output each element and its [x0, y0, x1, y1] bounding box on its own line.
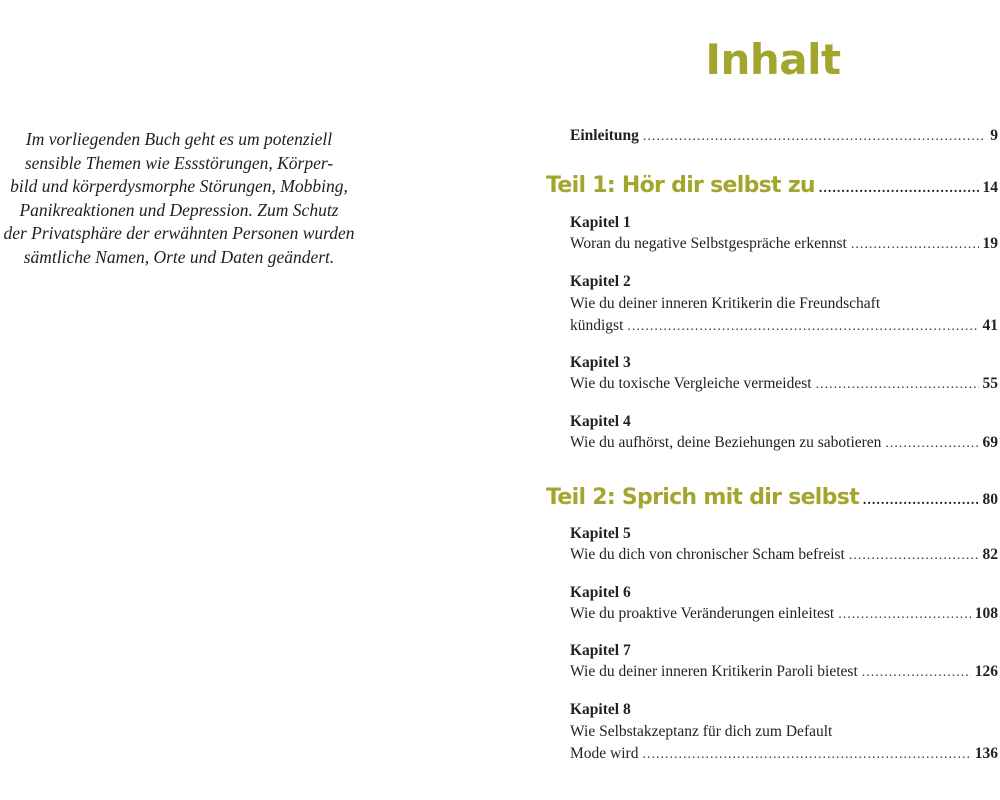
page-number: 69 — [982, 434, 998, 451]
dot-leader — [643, 129, 986, 145]
disclaimer-line: Panikreaktionen und Depression. Zum Schutz — [19, 199, 339, 220]
left-page — [0, 0, 480, 800]
chapter-title: Wie du proaktive Veränderungen einleitest — [570, 605, 835, 622]
dot-leader — [642, 747, 970, 763]
page-number: 55 — [982, 375, 998, 392]
toc-entry-chapter-8[interactable] — [570, 745, 998, 763]
chapter-title: Wie du aufhörst, deine Beziehungen zu sabotieren — [570, 434, 882, 451]
page-number: 136 — [974, 745, 998, 762]
page-number: 9 — [990, 127, 998, 144]
dot-leader — [851, 237, 979, 253]
entry-label: Einleitung — [570, 127, 639, 144]
chapter-title: Wie du dich von chronischer Scham befreist — [570, 546, 845, 563]
chapter-label: Kapitel 1 — [570, 214, 631, 231]
toc-entry-chapter-6[interactable] — [570, 605, 998, 623]
disclaimer-line: bild und körperdysmorphe Störungen, Mobbing, — [10, 176, 348, 196]
toc-entry-chapter-2[interactable] — [570, 317, 998, 335]
chapter-title: Wie Selbstakzeptanz für dich zum Default — [570, 723, 833, 740]
page-number: 108 — [974, 605, 998, 622]
dot-leader — [816, 377, 979, 393]
part-title: Teil 1: Hör dir selbst zu — [546, 173, 815, 198]
page-number: 14 — [982, 179, 998, 196]
page-number: 41 — [982, 317, 998, 334]
disclaimer-line: sensible Themen wie Essstörungen, Körper- — [24, 152, 334, 173]
dot-leader — [849, 548, 979, 564]
chapter-title: Wie du toxische Vergleiche vermeidest — [570, 375, 812, 392]
chapter-label: Kapitel 2 — [570, 273, 631, 290]
chapter-label: Kapitel 5 — [570, 525, 631, 542]
chapter-label: Kapitel 3 — [570, 354, 631, 371]
page-number: 19 — [982, 235, 998, 252]
dot-leader — [863, 493, 979, 509]
chapter-title: Woran du negative Selbstgespräche erkennst — [570, 235, 847, 252]
disclaimer-line: sämtliche Namen, Orte und Daten geändert. — [23, 246, 335, 267]
dot-leader — [819, 181, 979, 197]
toc-entry-chapter-5[interactable] — [570, 546, 998, 564]
dot-leader — [862, 665, 971, 681]
page-number: 126 — [974, 663, 998, 680]
toc-part-1[interactable] — [546, 173, 998, 198]
chapter-title-continued: kündigst — [570, 317, 624, 334]
toc-entry-chapter-3[interactable] — [570, 375, 998, 393]
chapter-label: Kapitel 6 — [570, 584, 631, 601]
toc-entry-chapter-4[interactable] — [570, 434, 998, 452]
toc-title: Inhalt — [705, 35, 841, 84]
page-number: 82 — [982, 546, 998, 563]
toc-entry-chapter-7[interactable] — [570, 663, 998, 681]
chapter-label: Kapitel 8 — [570, 701, 631, 718]
chapter-title: Wie du deiner inneren Kritikerin die Freundschaft — [570, 295, 881, 312]
chapter-label: Kapitel 7 — [570, 642, 631, 659]
disclaimer-line: der Privatsphäre der erwähnten Personen wurden — [3, 223, 355, 243]
chapter-label: Kapitel 4 — [570, 413, 631, 430]
page-number: 80 — [982, 491, 998, 508]
part-title: Teil 2: Sprich mit dir selbst — [546, 485, 859, 510]
chapter-title: Wie du deiner inneren Kritikerin Paroli bietest — [570, 663, 858, 680]
chapter-title-continued: Mode wird — [570, 745, 639, 762]
table-of-contents — [500, 0, 1000, 800]
toc-entry-introduction[interactable] — [570, 127, 998, 145]
disclaimer-line: Im vorliegenden Buch geht es um potenziell — [25, 129, 333, 149]
toc-entry-chapter-1[interactable] — [570, 235, 998, 253]
disclaimer-text — [0, 128, 358, 269]
dot-leader — [838, 607, 971, 623]
dot-leader — [885, 436, 978, 452]
toc-part-2[interactable] — [546, 485, 998, 510]
dot-leader — [627, 319, 978, 335]
